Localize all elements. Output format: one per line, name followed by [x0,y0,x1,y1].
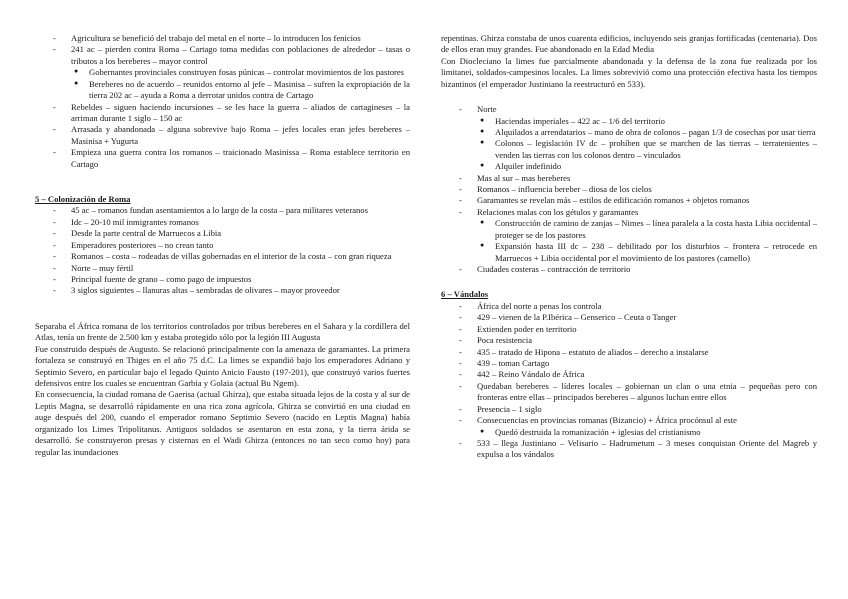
list-item-text: Desde la parte central de Marruecos a Libia [71,228,222,239]
bullet-list [35,33,410,170]
list-item-text: Garamantes se revelan más – estilos de edificación romanos + objetos romanos [477,195,750,206]
list-item-text: Ciudades costeras – contracción de territorio [477,264,631,275]
left-column [35,33,410,458]
paragraph: repentinas. Ghirza constaba de unos cuarenta edificios, incluyendo seis granjas fortificadas (centenaria). Dos de ellos eran muy grandes. Fue abandonado en la Edad Media [441,33,817,55]
list-item [441,195,817,206]
list-item [441,438,817,461]
sub-bullet-list [477,427,817,438]
paragraph: Fue construido después de Augusto. Se relacionó principalmente con la amenaza de garamantes. La primera fortaleza se construyó en Thiges en el año 75 d.C. La limes se expandió bajo los emperadores Adriano y Septimio Severo, en particular bajo el legado Quinto Anicio Fausto (197-201), que construyó varios fuertes defensivos entre los cuales se encuentran Garbia y Golaia (actual Bu Ngem). [35,343,410,388]
list-item [35,263,410,274]
list-item-text: Arrasada y abandonada – alguna sobrevive bajo Roma – jefes locales eran jefes bereberes – Masinisa + Yugurta [71,124,410,146]
section-heading-colonizacion: 5 – Colonización de Roma [35,194,131,205]
list-item [35,124,410,147]
list-item [441,301,817,312]
list-item [35,44,410,67]
list-item [35,285,410,296]
list-item [441,347,817,358]
list-item-text: 45 ac – romanos fundan asentamientos a lo largo de la costa – para militares veteranos [71,205,368,216]
list-item-text: Mas al sur – mas bereberes [477,172,571,183]
list-item-text: Idc – 20-10 mil inmigrantes romanos [71,216,199,227]
list-item [441,381,817,404]
list-item-text: Norte – muy fértil [71,262,134,273]
list-item [441,415,817,426]
list-item-text: 429 – vienen de la P.Ibérica – Genserico – Ceuta o Tanger [477,312,677,323]
list-item-text: Consecuencias en provincias romanas (Bizancio) + África procónsul al este [477,415,737,426]
list-item-text: Norte [477,104,497,115]
list-item-text: Quedaban bereberes – líderes locales – gobiernan un clan o una etnia – pequeñas pero con fronteras entre ellas – principados bereberes – algunos luchan entre ellos [477,380,817,403]
sub-bullet-list [71,67,410,101]
list-item [35,102,410,125]
list-item-text: África del norte a penas los controla [477,300,602,311]
sub-list-item: ● Gobernantes provinciales construyen fosas púnicas – controlar movimientos de los pastores [71,67,410,78]
section-heading-vandalos: 6 – Vándalos [441,289,489,300]
list-item [441,104,817,115]
list-item-text: 439 – toman Cartago [477,357,550,368]
list-item-text: Agricultura se benefició del trabajo del metal en el norte – lo introducen los fenicios [71,33,361,43]
list-item [35,228,410,239]
paragraph: Separaba el África romana de los territorios controlados por tribus bereberes en el Sahara y la cordillera del Atlas, tenía un frente de 2.500 km y estaba protegido sólo por la legión III Augusta [35,320,410,343]
sub-bullet-list [477,116,817,173]
list-item [441,173,817,184]
list-item [441,312,817,323]
paragraph: En consecuencia, la ciudad romana de Gaerisa (actual Ghirza), que estaba situada lejos de la costa y al sur de Leptis Magna, se desarrolló rápidamente en una rica zona agrícola. Ghirza se convirtió en una ciudad en auge después del 200, cuando el emperador romano Septimio Severo (nacido en Leptis Magna) había organizado los Limes Tripolitanus. Antiguos soldados se asentaron en esta zona, y la tierra árida se desarrolló. Se construyeron presas y cisternas en el Wadi Ghirza (entonces no tan seco como hoy) para regular las inundaciones [35,389,410,457]
bullet-list [35,205,410,296]
list-item-text: 241 ac – pierden contra Roma – Cartago toma medidas con poblaciones de alrededor – tasas o tributos a los bereberes – mayor control [71,44,410,66]
list-item [35,274,410,285]
list-item-text: Extienden poder en territorio [477,323,577,334]
list-item [441,369,817,380]
list-item [35,251,410,262]
list-item [441,404,817,415]
list-item-text: Romanos – influencia bereber – diosa de los cielos [477,184,652,195]
sub-list-item: ● Colonos – legislación IV dc – prohíben que se marchen de las tierras – terratenientes – venden las tierras con los colonos dentro – vinculados [477,138,817,161]
list-item [441,358,817,369]
list-item-text: Romanos – costa – rodeadas de villas gobernadas en el interior de la costa – con gran riqueza [71,251,392,262]
list-item [35,217,410,228]
list-item [35,147,410,170]
list-item [35,33,410,44]
list-item-text: Rebeldes – siguen haciendo incursiones – se les hace la guerra – aliados de cartagineses – la arriman durante 1 siglo – 150 ac [71,101,410,123]
list-item-text: Emperadores posteriores – no crean tanto [71,239,214,250]
list-item-text: 442 – Reino Vándalo de África [477,369,585,380]
sub-list-item: ● Alquilados a arrendatarios – mano de obra de colonos – pagan 1/3 de cosechas por usar tierra [477,127,817,138]
sub-list-item: ● Haciendas imperiales – 422 ac – 1/6 del territorio [477,116,817,127]
sub-list-item: ● Expansión hasta III dc – 238 – debilitado por los disturbios – frontera – retrocede en Marruecos + Libia occidental por el movimiento de los pastores (camello) [477,241,817,264]
sub-list-item: ● Alquiler indefinido [477,161,817,172]
list-item [441,335,817,346]
list-item [35,205,410,216]
list-item [441,324,817,335]
list-item-text: Empieza una guerra contra los romanos – traicionado Masinissa – Roma establece territorio en Cartago [71,147,410,169]
right-column [441,33,817,461]
list-item [441,264,817,275]
list-item-text: 533 – llega Justiniano – Velisario – Hadrumetum – 3 meses conquistan Oriente del Magreb y expulsa a los vándalos [477,437,817,460]
bullet-list [441,104,817,275]
list-item [441,184,817,195]
list-item-text: 435 – tratado de Hipona – estatuto de aliados – derecho a instalarse [477,346,709,357]
list-item [441,207,817,218]
paragraph: Con Diocleciano la limes fue parcialmente abandonada y la defensa de la zona fue realizada por los limitanei, soldados-campesinos locales. La limes sobrevivió como una protección efectiva hasta los tiempos bizantinos (el emperador Justiniano la reestructuró en 533). [441,55,817,89]
list-item [35,240,410,251]
list-item-text: 3 siglos siguientes – llanuras altas – sembradas de olivares – mayor proveedor [71,285,340,296]
sub-list-item: ● Bereberes no de acuerdo – reunidos entorno al jefe – Masinisa – sufren la expropiación de la tierra 202 ac – ayuda a Roma a derrotar unidos contra de Cartago [71,79,410,102]
sub-list-item: ● Quedó destruida la romanización + iglesias del cristianismo [477,427,817,438]
bullet-list [441,301,817,461]
sub-bullet-list [477,218,817,264]
list-item-text: Presencia – 1 siglo [477,403,542,414]
list-item-text: Principal fuente de grano – como pago de impuestos [71,274,252,285]
list-item-text: Poca resistencia [477,335,533,346]
sub-list-item: ● Construcción de camino de zanjas – Nimes – línea paralela a la costa hasta Libia occidental – proteger se de los pastores [477,218,817,241]
list-item-text: Relaciones malas con los gétulos y garamantes [477,206,639,217]
